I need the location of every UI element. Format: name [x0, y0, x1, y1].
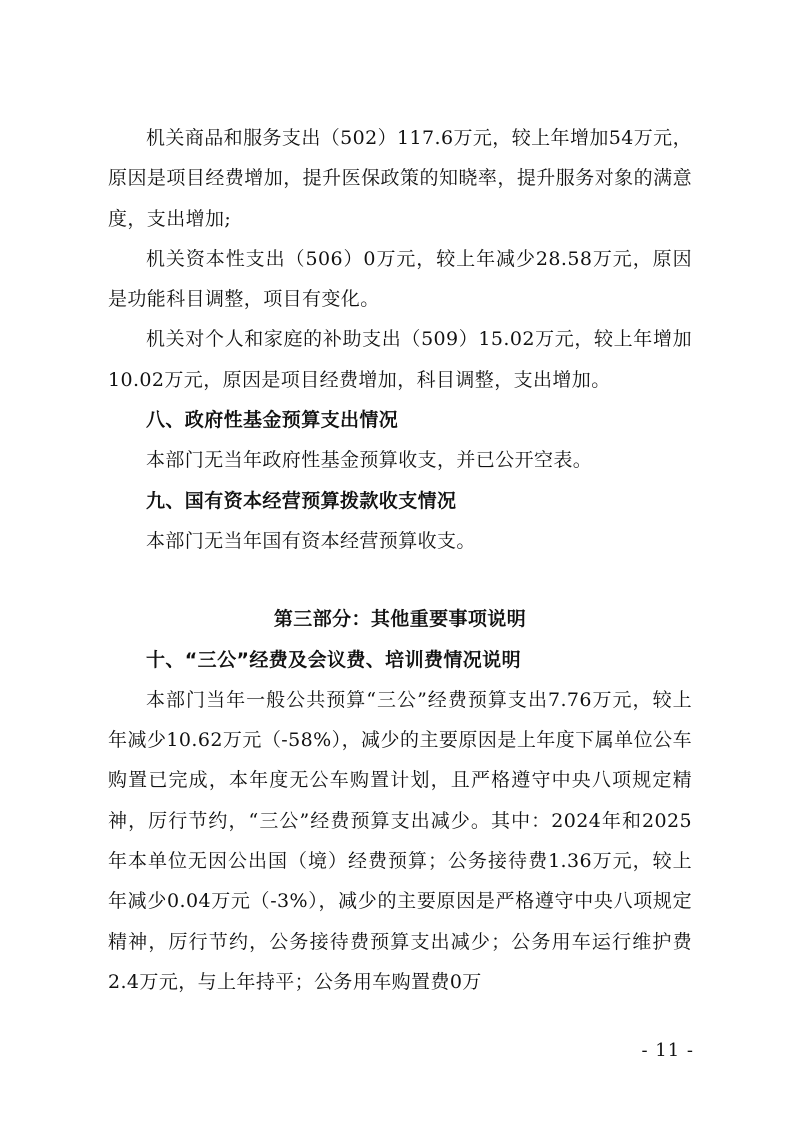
part-3-title: 第三部分：其他重要事项说明 [273, 608, 527, 631]
section-9-body: 本部门无当年国有资本经营预算收支。 [146, 529, 476, 552]
section-8-heading: 八、政府性基金预算支出情况 [146, 409, 399, 432]
paragraph-goods-services-expenditure: 机关商品和服务支出（502）117.6万元，较上年增加54万元，原因是项目经费增加，提升医保政策的知晓率，提升服务对象的满意度，支出增加; [108, 127, 692, 230]
paragraph-capital-expenditure: 机关资本性支出（506）0万元，较上年减少28.58万元，原因是功能科目调整，项目有变化。 [108, 247, 692, 311]
section-10-body: 本部门当年一般公共预算“三公”经费预算支出7.76万元，较上年减少10.62万元（-58%），减少的主要原因是上年度下属单位公车购置已完成，本年度无公车购置计划，且严格遵守中央八项规定精神，厉行节约，“三公”经费预算支出减少。其中：2024年和2025年本单位无因公出国（境）经费预算；公务接待费1.36万元，较上年减少0.04万元（-3%），减少的主要原因是严格遵守中央八项规定精神，厉行节约，公务接待费预算支出减少；公务用车运行维护费2.4万元，与上年持平；公务用车购置费0万 [108, 688, 692, 993]
section-10-heading: 十、“三公”经费及会议费、培训费情况说明 [146, 648, 521, 671]
page-number: - 11 - [641, 1040, 694, 1061]
paragraph-individual-family-subsidy: 机关对个人和家庭的补助支出（509）15.02万元，较上年增加10.02万元，原因是项目经费增加，科目调整，支出增加。 [108, 328, 692, 391]
section-9-heading: 九、国有资本经营预算拨款收支情况 [146, 489, 457, 512]
section-spacer [108, 561, 692, 599]
document-body [108, 118, 692, 1002]
section-8-body: 本部门无当年政府性基金预算收支，并已公开空表。 [146, 449, 593, 472]
